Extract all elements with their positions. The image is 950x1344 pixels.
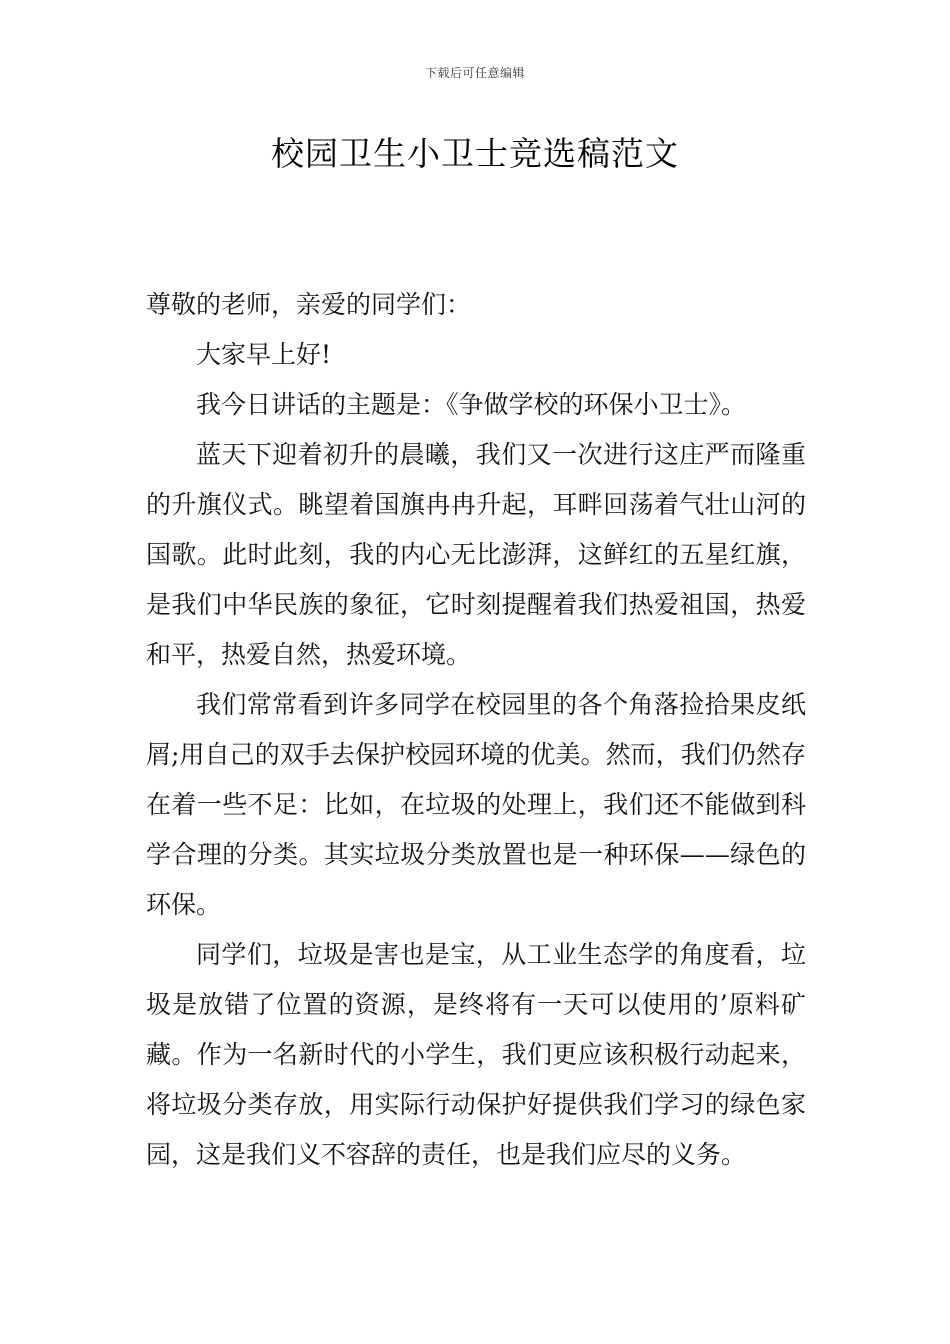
document-body (146, 280, 806, 1180)
greeting-paragraph: 大家早上好! (196, 340, 332, 369)
salutation-paragraph: 尊敬的老师，亲爱的同学们： (146, 290, 472, 319)
header-note: 下载后可任意编辑 (424, 66, 525, 80)
body-paragraph-campus: 我们常常看到许多同学在校园里的各个角落捡拾果皮纸屑;用自己的双手去保护校园环境的优美。然而，我们仍然存在着一些不足：比如，在垃圾的处理上，我们还不能做到科学合理的分类。其实垃圾分类放置也是一种环保——绿色的环保。 (146, 690, 806, 919)
body-paragraph-recycling: 同学们，垃圾是害也是宝，从工业生态学的角度看，垃圾是放错了位置的资源，是终将有一天可以使用的’原料矿藏。作为一名新时代的小学生，我们更应该积极行动起来，将垃圾分类存放，用实际行动保护好提供我们学习的绿色家园，这是我们义不容辞的责任，也是我们应尽的义务。 (146, 940, 806, 1169)
body-paragraph-flag: 蓝天下迎着初升的晨曦，我们又一次进行这庄严而隆重的升旗仪式。眺望着国旗冉冉升起，耳畔回荡着气壮山河的国歌。此时此刻，我的内心无比澎湃，这鲜红的五星红旗，是我们中华民族的象征，它时刻提醒着我们热爱祖国，热爱和平，热爱自然，热爱环境。 (146, 440, 806, 669)
topic-paragraph: 我今日讲话的主题是：《争做学校的环保小卫士》。 (196, 390, 747, 419)
document-title: 校园卫生小卫士竞选稿范文 (271, 134, 679, 173)
